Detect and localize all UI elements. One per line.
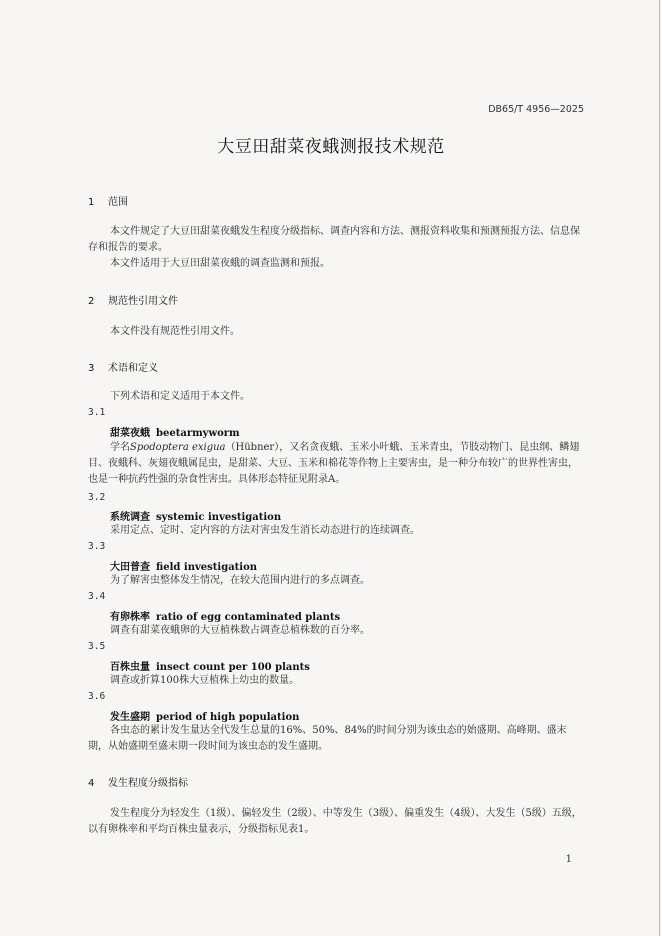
definition-3-4: 调查有甜菜夜蛾卵的大豆植株数占调查总植株数的百分率。: [110, 625, 370, 636]
section-heading-3: 3 术语和定义: [88, 363, 158, 374]
definition-3-1: 学名Spodoptera exigua（Hübner），又名贪夜蛾、玉米小叶蛾、玉米青虫，节肢动物门、昆虫纲、鳞翅目、夜蛾科、灰翅夜蛾属昆虫，是甜菜、大豆、玉米和棉花等作物上主要害虫，是一种分布较广的世界性害虫，也是一种抗药性强的杂食性害虫。具体形态特征见附录A。: [88, 442, 580, 485]
page-number: 1: [565, 854, 572, 865]
clause-number-3-4: 3.4: [88, 591, 106, 602]
term-heading-3-5: 百株虫量 insect count per 100 plants: [110, 662, 310, 673]
clause-number-3-1: 3.1: [88, 407, 106, 418]
paragraph-references: 本文件没有规范性引用文件。: [110, 326, 240, 337]
definition-3-3: 为了解害虫整体发生情况，在较大范围内进行的多点调查。: [110, 575, 370, 586]
paragraph-grading: 发生程度分为轻发生（1级）、偏轻发生（2级）、中等发生（3级）、偏重发生（4级）、大发生（5级）五级，以有卵株率和平均百株虫量表示，分级指标见表1。: [88, 808, 582, 835]
definition-3-5: 调查或折算100株大豆植株上幼虫的数量。: [110, 675, 300, 686]
standard-code: DB65/T 4956—2025: [488, 104, 584, 115]
paragraph-scope-1: 本文件规定了大豆田甜菜夜蛾发生程度分级指标、调查内容和方法、测报资料收集和预测预报方法、信息保存和报告的要求。: [88, 226, 580, 253]
section-heading-4: 4 发生程度分级指标: [88, 778, 188, 789]
definition-3-2: 采用定点、定时、定内容的方法对害虫发生消长动态进行的连续调查。: [110, 525, 420, 536]
term-heading-3-3: 大田普查 field investigation: [110, 562, 258, 573]
term-heading-3-1: 甜菜夜蛾 beetarmyworm: [110, 428, 240, 439]
term-heading-3-6: 发生盛期 period of high population: [110, 712, 300, 723]
section-heading-2: 2 规范性引用文件: [88, 296, 178, 307]
page-title: 大豆田甜菜夜蛾测报技术规范: [217, 137, 445, 157]
paragraph-scope-2: 本文件适用于大豆田甜菜夜蛾的调查监测和预报。: [110, 258, 330, 269]
clause-number-3-6: 3.6: [88, 691, 106, 702]
section-heading-1: 1 范围: [88, 197, 128, 208]
term-heading-3-2: 系统调查 systemic investigation: [110, 512, 282, 523]
clause-number-3-5: 3.5: [88, 641, 106, 652]
paragraph-terms-intro: 下列术语和定义适用于本文件。: [110, 391, 250, 402]
term-heading-3-4: 有卵株率 ratio of egg contaminated plants: [110, 612, 341, 623]
clause-number-3-2: 3.2: [88, 492, 106, 503]
definition-3-6: 各虫态的累计发生量达全代发生总量的16%、50%、84%的时间分别为该虫态的始盛期、高峰期、盛末期，从始盛期至盛末期一段时间为该虫态的发生盛期。: [88, 725, 567, 752]
clause-number-3-3: 3.3: [88, 541, 106, 552]
